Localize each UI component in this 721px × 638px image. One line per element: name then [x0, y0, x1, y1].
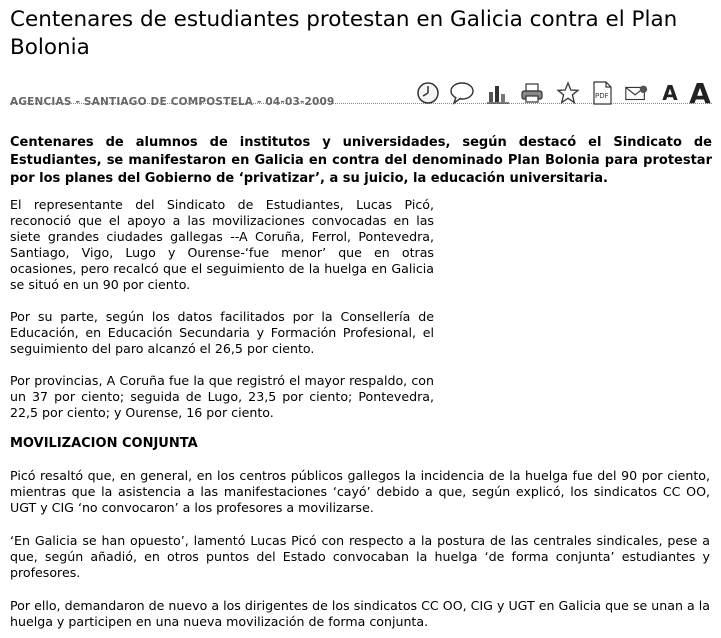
article-paragraph: Por provincias, A Coruña fue la que registró el mayor respaldo, con un 37 por ciento; seguida de Lugo, 23,5 por ciento; Pontevedra, 22,5 por ciento; y Ourense, 16 por ciento.	[10, 373, 434, 420]
article-paragraph: El representante del Sindicato de Estudiantes, Lucas Picó, reconoció que el apoyo a las movilizaciones convocadas en las siete grandes ciudades gallegas --A Coruña, Ferrol, Pontevedra, Santiago, Vigo, Lugo y Ourense-‘fue menor’ que en otras ocasiones, pero recalcó que el seguimiento de la huelga en Galicia se situó en un 90 por ciento.	[10, 197, 434, 292]
article-paragraph: ‘En Galicia se han opuesto’, lamentó Lucas Picó con respecto a la postura de las centrales sindicales, pese a que, según añadió, en otros puntos del Estado convocaban la huelga ‘de forma conjunta’ estudiantes y profesores.	[10, 533, 710, 580]
font-smaller-icon[interactable]: A	[662, 81, 678, 105]
pdf-label: PDF	[595, 92, 609, 100]
article-lead: Centenares de alumnos de institutos y universidades, según destacó el Sindicato de Estudiantes, se manifestaron en Galicia en contra del denominado Plan Bolonia para protestar por los planes del Gobierno de ‘privatizar’, a su juicio, la educación universitaria.	[10, 135, 712, 186]
article-toolbar	[415, 76, 715, 112]
article-paragraph: Picó resaltó que, en general, en los centros públicos gallegos la incidencia de la huelga fue del 90 por ciento, mientras que la asistencia a las manifestaciones ‘cayó’ debido a que, según explicó, los sindicatos CC OO, UGT y CIG ‘no convocaron’ a los profesores a movilizarse.	[10, 468, 710, 515]
article-paragraph: Por su parte, según los datos facilitados por la Consellería de Educación, en Educación Secundaria y Formación Profesional, el seguimiento del paro alcanzó el 26,5 por ciento.	[10, 309, 434, 356]
print-icon[interactable]	[519, 80, 545, 106]
chart-icon[interactable]	[485, 80, 511, 106]
clock-icon[interactable]	[415, 80, 441, 106]
article-meta	[10, 76, 712, 116]
email-icon[interactable]	[623, 80, 649, 106]
dateline: AGENCIAS - SANTIAGO DE COMPOSTELA - 04-03-2009	[10, 96, 335, 108]
section-heading: MOVILIZACION CONJUNTA	[10, 436, 198, 451]
font-larger-icon[interactable]: A	[689, 76, 711, 110]
comment-icon[interactable]	[449, 80, 475, 106]
article-title: Centenares de estudiantes protestan en Galicia contra el Plan Bolonia	[10, 7, 678, 60]
star-icon[interactable]	[555, 80, 581, 106]
pdf-icon[interactable]	[589, 80, 615, 106]
article-paragraph: Por ello, demandaron de nuevo a los dirigentes de los sindicatos CC OO, CIG y UGT en Galicia que se unan a la huelga y participen en una nueva movilización de forma conjunta.	[10, 598, 710, 629]
